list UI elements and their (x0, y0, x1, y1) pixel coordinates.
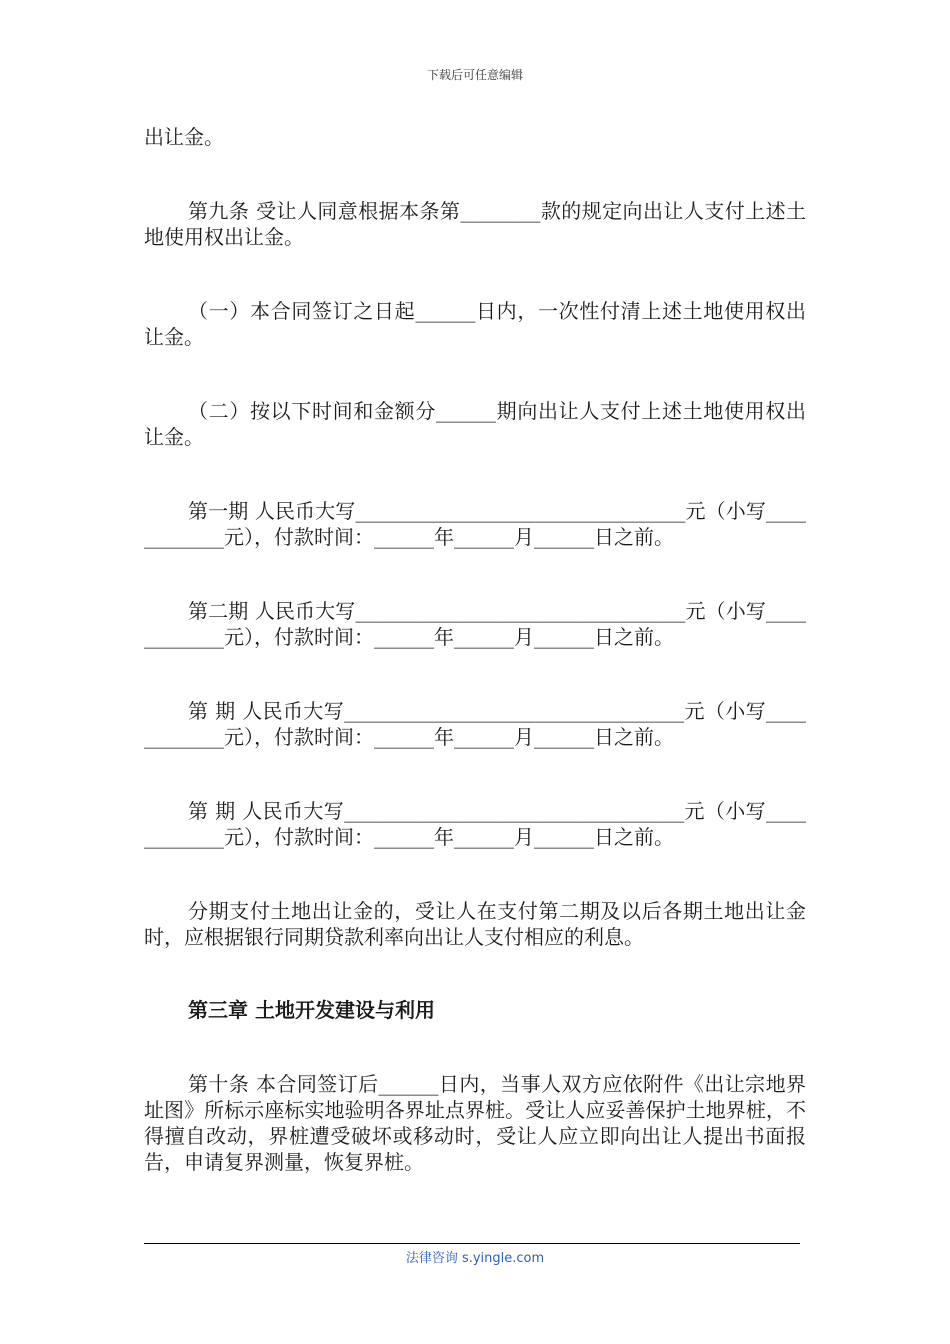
article-ten: 第十条 本合同签订后______日内，当事人双方应依附件《出让宗地界址图》所标示座标实地验明各界址点界桩。受让人应妥善保护土地界桩，不得擅自改动，界桩遭受破坏或移动时，受让人应立即向出让人提出书面报告，申请复界测量，恢复界桩。 (144, 1072, 806, 1174)
clause-one: （一）本合同签订之日起______日内，一次性付清上述土地使用权出让金。 (144, 299, 806, 349)
page-header: 下载后可任意编辑 (426, 68, 523, 82)
paragraph-continuation: 出让金。 (144, 125, 224, 149)
clause-two: （二）按以下时间和金额分______期向出让人支付上述土地使用权出让金。 (144, 399, 806, 449)
document-body (144, 124, 806, 1175)
installment-interest-note: 分期支付土地出让金的，受让人在支付第二期及以后各期土地出让金时，应根据银行同期贷款利率向出让人支付相应的利息。 (144, 899, 806, 949)
installment-blank-b: 第 期 人民币大写__________________________________元（小写____________元），付款时间：______年______月______日之前。 (144, 799, 806, 849)
installment-two: 第二期 人民币大写_________________________________元（小写____________元），付款时间：______年______月______日之前。 (144, 599, 806, 649)
article-nine: 第九条 受让人同意根据本条第________款的规定向出让人支付上述土地使用权出让金。 (144, 199, 806, 249)
installment-one: 第一期 人民币大写_________________________________元（小写____________元），付款时间：______年______月______日之前。 (144, 499, 806, 549)
chapter-heading: 第三章 土地开发建设与利用 (188, 998, 435, 1022)
installment-blank-a: 第 期 人民币大写__________________________________元（小写____________元），付款时间：______年______月______日之前。 (144, 699, 806, 749)
footer-divider (144, 1243, 800, 1244)
footer-link[interactable]: 法律咨询 s.yingle.com (405, 1251, 545, 1266)
